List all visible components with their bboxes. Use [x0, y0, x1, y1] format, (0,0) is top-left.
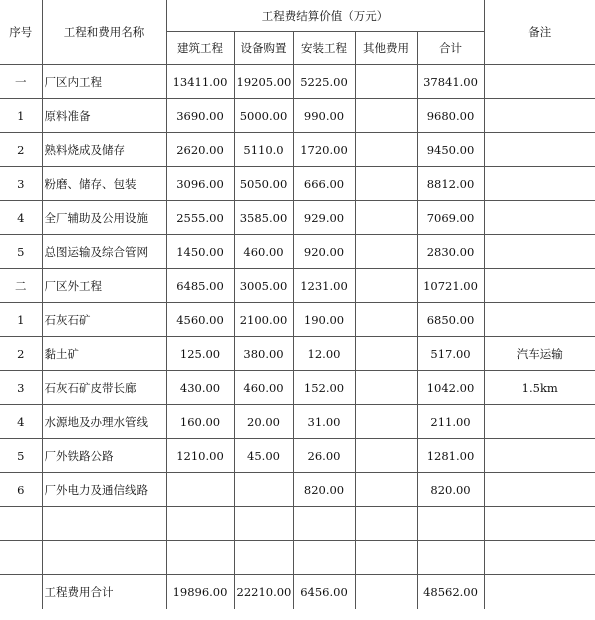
cell-seq	[0, 507, 42, 541]
cell-installation: 1720.00	[293, 133, 355, 167]
cell-remark	[484, 201, 595, 235]
table-row	[0, 99, 595, 133]
cell-remark	[484, 65, 595, 99]
cell-name: 总图运输及综合管网	[42, 235, 166, 269]
cell-equipment: 22210.00	[234, 575, 293, 610]
cell-total: 517.00	[417, 337, 484, 371]
cell-installation: 152.00	[293, 371, 355, 405]
cell-equipment: 3585.00	[234, 201, 293, 235]
header-equipment: 设备购置	[234, 32, 293, 65]
cell-building	[166, 507, 234, 541]
cell-installation: 1231.00	[293, 269, 355, 303]
table-row	[0, 269, 595, 303]
cell-remark: 汽车运输	[484, 337, 595, 371]
cell-installation: 190.00	[293, 303, 355, 337]
cell-seq: 一	[0, 65, 42, 99]
cell-building: 2620.00	[166, 133, 234, 167]
cell-seq: 2	[0, 133, 42, 167]
cell-other	[355, 473, 417, 507]
cell-total: 6850.00	[417, 303, 484, 337]
cell-equipment: 45.00	[234, 439, 293, 473]
cell-name	[42, 541, 166, 575]
cell-name: 黏土矿	[42, 337, 166, 371]
cell-total	[417, 541, 484, 575]
cell-seq: 3	[0, 167, 42, 201]
cell-installation: 929.00	[293, 201, 355, 235]
cell-building: 4560.00	[166, 303, 234, 337]
cell-other	[355, 507, 417, 541]
cell-other	[355, 235, 417, 269]
cell-total: 7069.00	[417, 201, 484, 235]
cell-seq: 6	[0, 473, 42, 507]
table-row	[0, 371, 595, 405]
cell-building: 125.00	[166, 337, 234, 371]
cell-seq	[0, 541, 42, 575]
cell-remark	[484, 405, 595, 439]
cell-equipment: 2100.00	[234, 303, 293, 337]
cell-other	[355, 405, 417, 439]
cell-name: 全厂辅助及公用设施	[42, 201, 166, 235]
cell-seq: 1	[0, 99, 42, 133]
cell-name: 石灰石矿	[42, 303, 166, 337]
cell-installation: 990.00	[293, 99, 355, 133]
cell-total: 2830.00	[417, 235, 484, 269]
cell-installation: 31.00	[293, 405, 355, 439]
cell-equipment: 5000.00	[234, 99, 293, 133]
cell-remark	[484, 541, 595, 575]
header-value-group: 工程费结算价值（万元）	[166, 0, 484, 32]
cell-total: 1281.00	[417, 439, 484, 473]
cell-name: 原料准备	[42, 99, 166, 133]
cell-seq: 4	[0, 201, 42, 235]
cell-installation: 26.00	[293, 439, 355, 473]
header-total: 合计	[417, 32, 484, 65]
table-row	[0, 575, 595, 610]
cell-other	[355, 167, 417, 201]
cell-total: 1042.00	[417, 371, 484, 405]
cell-building: 1210.00	[166, 439, 234, 473]
cell-total: 9680.00	[417, 99, 484, 133]
table-row	[0, 65, 595, 99]
table-row	[0, 133, 595, 167]
cell-equipment	[234, 507, 293, 541]
cell-other	[355, 337, 417, 371]
cell-name: 工程费用合计	[42, 575, 166, 610]
cell-other	[355, 575, 417, 610]
cell-other	[355, 133, 417, 167]
cell-remark	[484, 303, 595, 337]
cell-total: 8812.00	[417, 167, 484, 201]
cell-building: 13411.00	[166, 65, 234, 99]
table-row	[0, 405, 595, 439]
cell-building: 1450.00	[166, 235, 234, 269]
table-row	[0, 303, 595, 337]
cell-building	[166, 473, 234, 507]
cell-building: 160.00	[166, 405, 234, 439]
cell-remark	[484, 99, 595, 133]
cell-building: 3690.00	[166, 99, 234, 133]
cell-building: 3096.00	[166, 167, 234, 201]
cell-installation: 5225.00	[293, 65, 355, 99]
cell-remark	[484, 235, 595, 269]
cell-equipment: 20.00	[234, 405, 293, 439]
table-row	[0, 235, 595, 269]
cell-other	[355, 99, 417, 133]
cell-name: 厂外电力及通信线路	[42, 473, 166, 507]
cell-equipment: 380.00	[234, 337, 293, 371]
cell-name: 厂区内工程	[42, 65, 166, 99]
cell-installation	[293, 541, 355, 575]
cell-total: 48562.00	[417, 575, 484, 610]
header-name: 工程和费用名称	[42, 0, 166, 65]
cell-remark	[484, 133, 595, 167]
cell-installation: 666.00	[293, 167, 355, 201]
cell-name: 水源地及办理水管线	[42, 405, 166, 439]
cell-installation: 6456.00	[293, 575, 355, 610]
header-seq: 序号	[0, 0, 42, 65]
cell-total	[417, 507, 484, 541]
cell-building: 430.00	[166, 371, 234, 405]
cell-other	[355, 201, 417, 235]
table-row	[0, 167, 595, 201]
header-installation: 安装工程	[293, 32, 355, 65]
table-row	[0, 201, 595, 235]
cell-total: 9450.00	[417, 133, 484, 167]
cell-equipment: 460.00	[234, 235, 293, 269]
cell-seq: 5	[0, 235, 42, 269]
cell-equipment: 19205.00	[234, 65, 293, 99]
cell-other	[355, 371, 417, 405]
cell-seq: 二	[0, 269, 42, 303]
cell-remark	[484, 507, 595, 541]
cell-other	[355, 65, 417, 99]
cell-remark: 1.5km	[484, 371, 595, 405]
cell-remark	[484, 167, 595, 201]
cell-other	[355, 303, 417, 337]
cell-installation: 820.00	[293, 473, 355, 507]
cell-seq: 5	[0, 439, 42, 473]
cell-equipment	[234, 541, 293, 575]
cell-total: 820.00	[417, 473, 484, 507]
cell-seq: 2	[0, 337, 42, 371]
cell-name: 粉磨、储存、包装	[42, 167, 166, 201]
table-row	[0, 473, 595, 507]
cell-equipment	[234, 473, 293, 507]
table-row	[0, 439, 595, 473]
cell-building: 2555.00	[166, 201, 234, 235]
cell-name: 石灰石矿皮带长廊	[42, 371, 166, 405]
cell-name: 熟料烧成及储存	[42, 133, 166, 167]
cell-total: 10721.00	[417, 269, 484, 303]
cell-name	[42, 507, 166, 541]
cell-other	[355, 439, 417, 473]
cell-name: 厂区外工程	[42, 269, 166, 303]
table-row	[0, 541, 595, 575]
cell-building: 6485.00	[166, 269, 234, 303]
cell-other	[355, 541, 417, 575]
cell-installation: 920.00	[293, 235, 355, 269]
cell-installation	[293, 507, 355, 541]
cell-building	[166, 541, 234, 575]
cell-equipment: 5050.00	[234, 167, 293, 201]
cell-total: 37841.00	[417, 65, 484, 99]
header-row-top	[0, 0, 595, 32]
cell-equipment: 460.00	[234, 371, 293, 405]
cell-seq	[0, 575, 42, 610]
cell-remark	[484, 575, 595, 610]
table-row	[0, 507, 595, 541]
header-other: 其他费用	[355, 32, 417, 65]
cell-equipment: 5110.0	[234, 133, 293, 167]
header-remark: 备注	[484, 0, 595, 65]
cell-remark	[484, 439, 595, 473]
cell-installation: 12.00	[293, 337, 355, 371]
header-building: 建筑工程	[166, 32, 234, 65]
cell-seq: 4	[0, 405, 42, 439]
cell-remark	[484, 269, 595, 303]
cell-seq: 1	[0, 303, 42, 337]
cell-building: 19896.00	[166, 575, 234, 610]
cell-equipment: 3005.00	[234, 269, 293, 303]
cell-other	[355, 269, 417, 303]
cell-seq: 3	[0, 371, 42, 405]
table-row	[0, 337, 595, 371]
cell-total: 211.00	[417, 405, 484, 439]
cell-name: 厂外铁路公路	[42, 439, 166, 473]
cell-remark	[484, 473, 595, 507]
